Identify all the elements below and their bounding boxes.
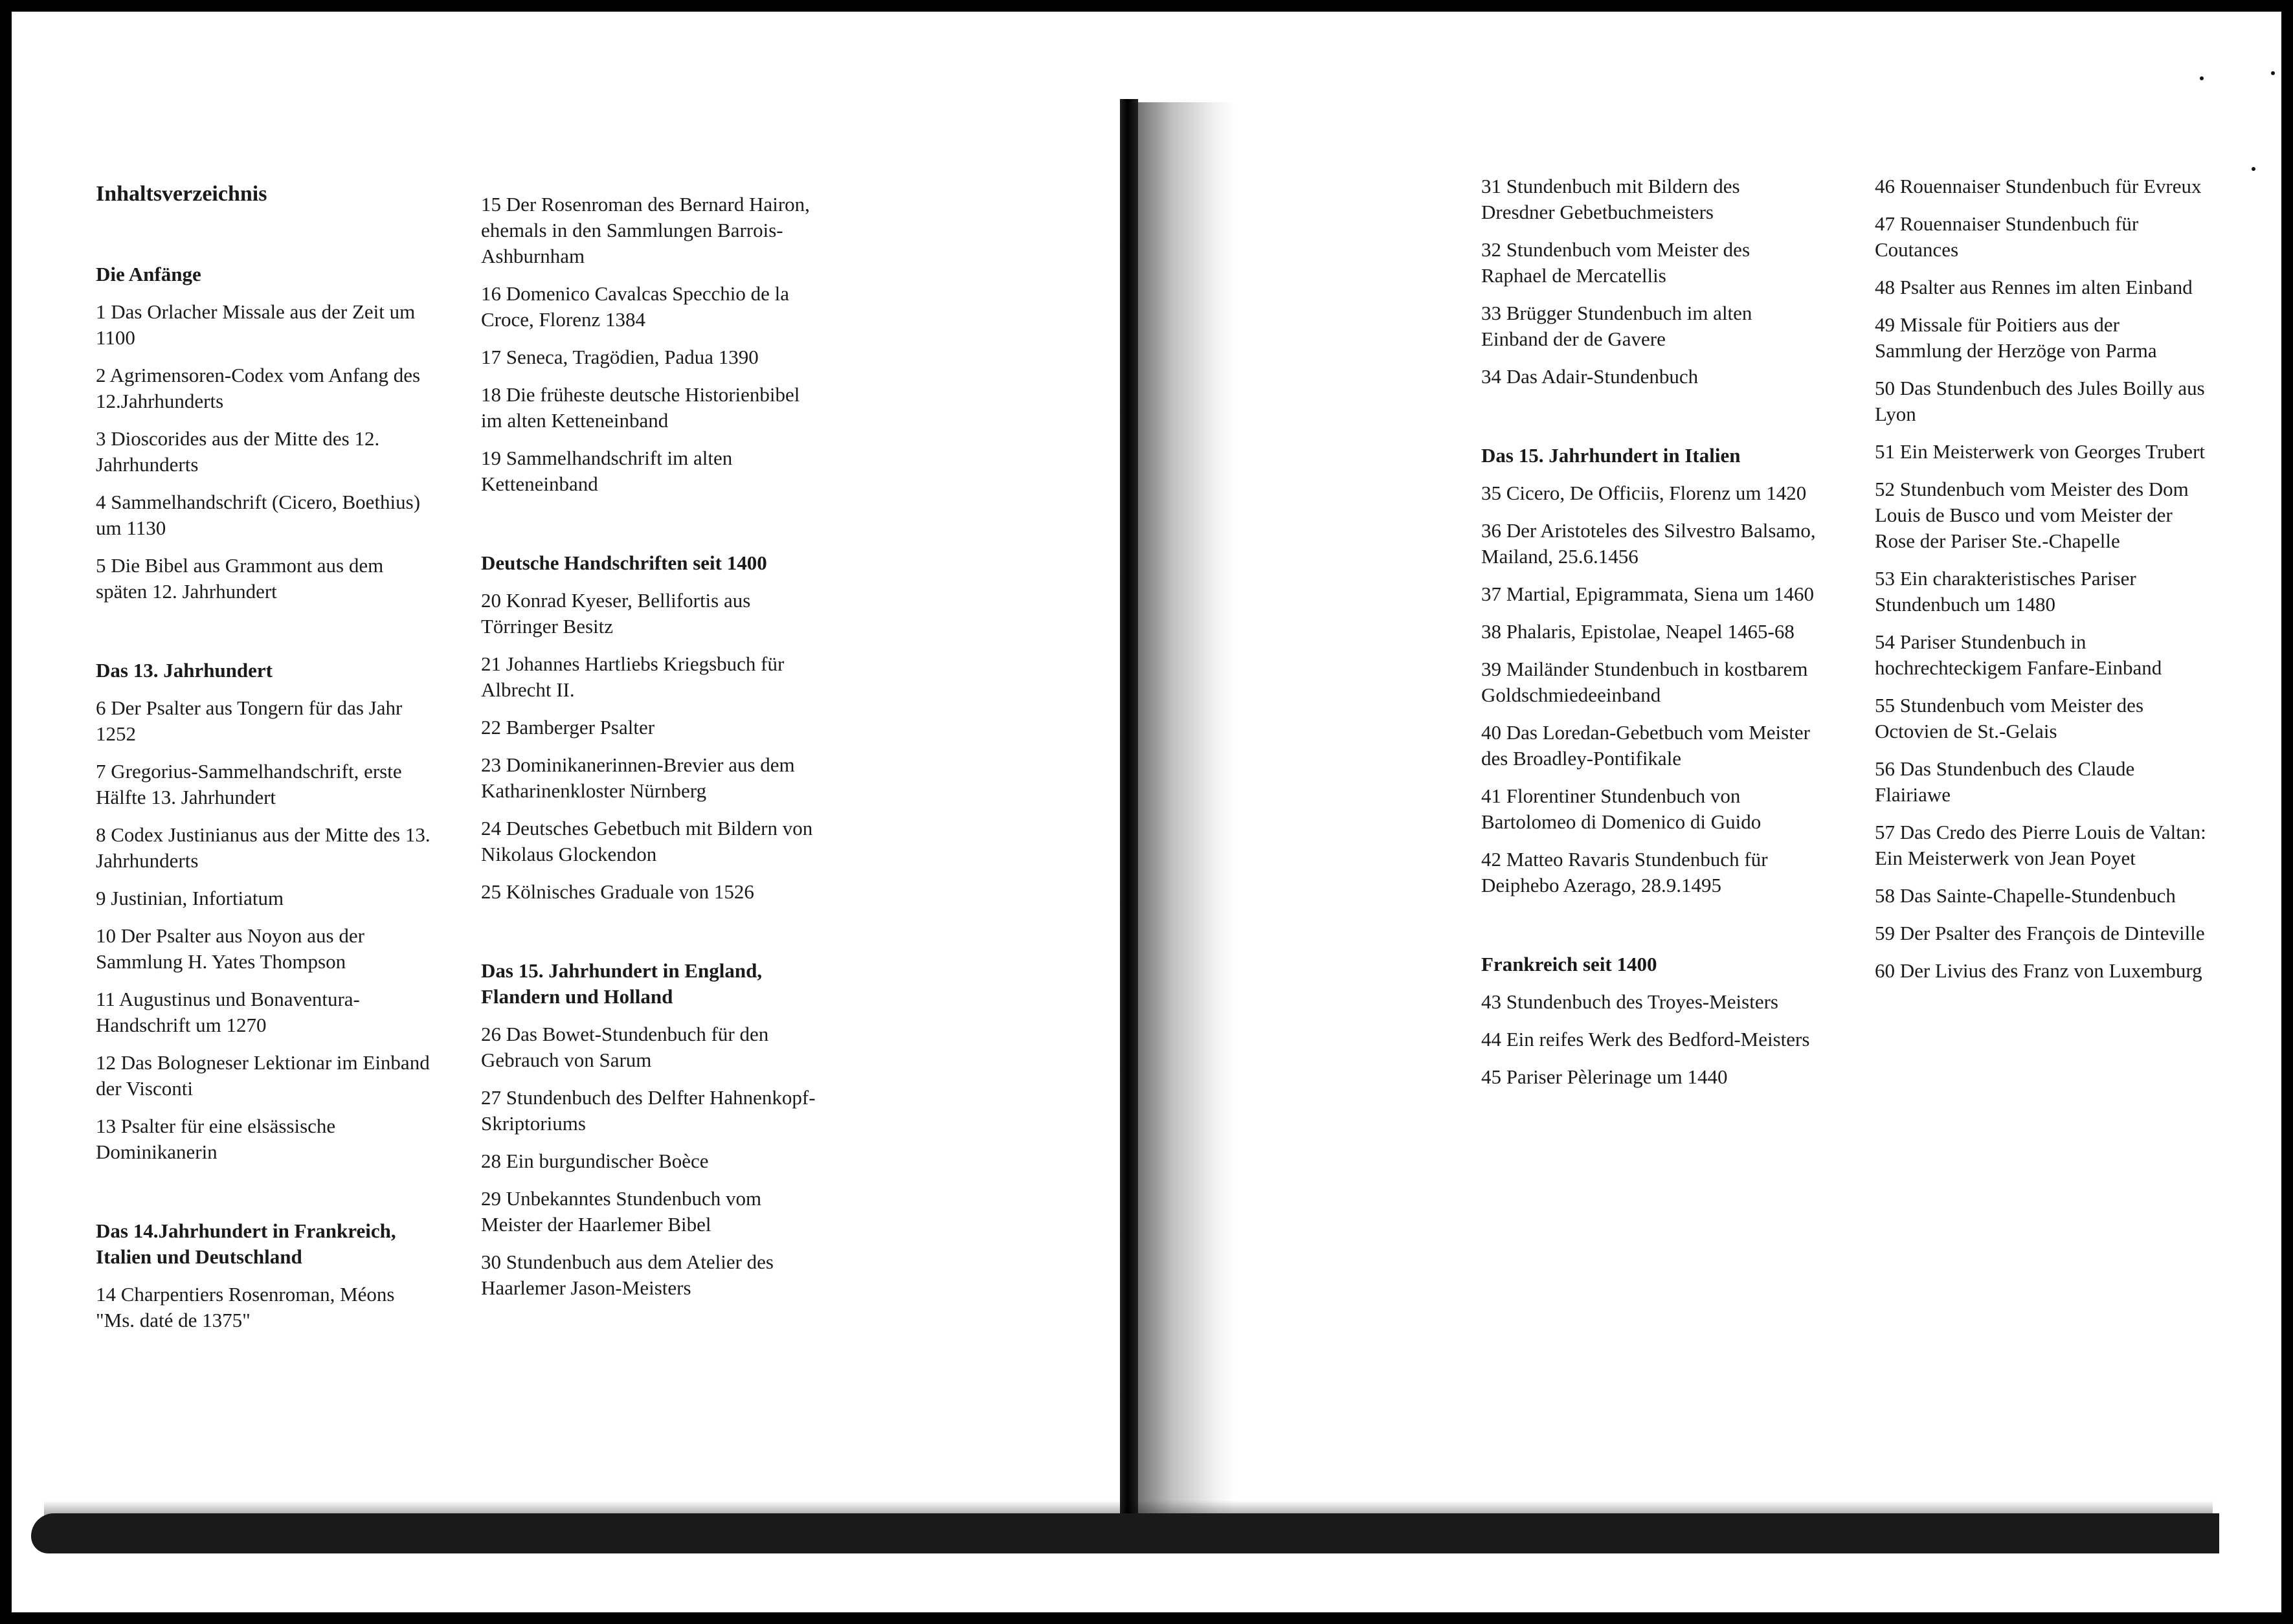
- toc-entry: 36 Der Aristoteles des Silvestro Balsamo, Mailand, 25.6.1456: [1481, 519, 1816, 568]
- toc-entry: 56 Das Stundenbuch des Claude Flairiawe: [1875, 757, 2135, 806]
- toc-entry: 33 Brügger Stundenbuch im alten Einband der de Gavere: [1481, 302, 1752, 350]
- paper-sheet: [12, 12, 2281, 1612]
- section-heading: Deutsche Handschriften seit 1400: [481, 551, 767, 574]
- toc-entry: 42 Matteo Ravaris Stundenbuch für Deiphebo Azerago, 28.9.1495: [1481, 848, 1768, 896]
- toc-title: Inhaltsverzeichnis: [96, 182, 267, 206]
- toc-entry: 39 Mailänder Stundenbuch in kostbarem Goldschmiedeeinband: [1481, 658, 1808, 706]
- scan-speck: [2271, 71, 2275, 75]
- toc-entry: 31 Stundenbuch mit Bildern des Dresdner Gebetbuchmeisters: [1481, 175, 1740, 223]
- toc-entry: 38 Phalaris, Epistolae, Neapel 1465-68: [1481, 620, 1795, 643]
- toc-entry: 60 Der Livius des Franz von Luxemburg: [1875, 959, 2202, 982]
- section-heading: Das 15. Jahrhundert in Italien: [1481, 444, 1741, 467]
- toc-entry: 21 Johannes Hartliebs Kriegsbuch für Albrecht II.: [481, 652, 785, 701]
- toc-entry: 12 Das Bologneser Lektionar im Einband der Visconti: [96, 1051, 430, 1100]
- toc-entry: 49 Missale für Poitiers aus der Sammlung der Herzöge von Parma: [1875, 313, 2157, 362]
- toc-entry: 20 Konrad Kyeser, Bellifortis aus Törringer Besitz: [481, 589, 751, 638]
- toc-entry: 52 Stundenbuch vom Meister des Dom Louis de Busco und vom Meister der Rose der Pariser Ste.-Chapelle: [1875, 478, 2189, 552]
- toc-entry: 27 Stundenbuch des Delfter Hahnenkopf-Skriptoriums: [481, 1086, 816, 1135]
- toc-entry: 26 Das Bowet-Stundenbuch für den Gebrauch von Sarum: [481, 1023, 769, 1071]
- toc-entry: 48 Psalter aus Rennes im alten Einband: [1875, 276, 2193, 298]
- toc-entry: 35 Cicero, De Officiis, Florenz um 1420: [1481, 482, 1807, 504]
- section-gap: [1481, 910, 1818, 951]
- section-heading: Das 13. Jahrhundert: [96, 659, 273, 682]
- toc-entry: 8 Codex Justinianus aus der Mitte des 13. Jahrhunderts: [96, 823, 431, 872]
- toc-entry: 17 Seneca, Tragödien, Padua 1390: [481, 346, 759, 368]
- section-gap: [96, 616, 432, 658]
- section-heading: Die Anfänge: [96, 263, 201, 285]
- toc-entry: 30 Stundenbuch aus dem Atelier des Haarlemer Jason-Meisters: [481, 1251, 774, 1299]
- toc-entry: 22 Bamberger Psalter: [481, 716, 655, 739]
- toc-entry: 5 Die Bibel aus Grammont aus dem späten 12. Jahrhundert: [96, 554, 384, 603]
- toc-entry: 59 Der Psalter des François de Dinteville: [1875, 922, 2205, 944]
- toc-entry: 24 Deutsches Gebetbuch mit Bildern von Nikolaus Glockendon: [481, 817, 813, 865]
- toc-entry: 11 Augustinus und Bonaventura-Handschrift um 1270: [96, 988, 360, 1036]
- section-heading: Das 14.Jahrhundert in Frankreich, Italien und Deutschland: [96, 1219, 396, 1268]
- toc-column-4: [1875, 173, 2211, 996]
- toc-column-2: [481, 192, 818, 1313]
- toc-entry: 40 Das Loredan-Gebetbuch vom Meister des Broadley-Pontifikale: [1481, 721, 1810, 770]
- toc-entry: 53 Ein charakteristisches Pariser Stundenbuch um 1480: [1875, 567, 2136, 616]
- scan-speck: [2200, 76, 2204, 80]
- toc-entry: 16 Domenico Cavalcas Specchio de la Croce, Florenz 1384: [481, 282, 790, 331]
- toc-entry: 14 Charpentiers Rosenroman, Méons "Ms. daté de 1375": [96, 1283, 395, 1331]
- toc-entry: 7 Gregorius-Sammelhandschrift, erste Hälfte 13. Jahrhundert: [96, 760, 402, 808]
- toc-entry: 25 Kölnisches Graduale von 1526: [481, 880, 754, 903]
- toc-entry: 51 Ein Meisterwerk von Georges Trubert: [1875, 440, 2206, 463]
- section-heading: Frankreich seit 1400: [1481, 953, 1657, 975]
- toc-entry: 23 Dominikanerinnen-Brevier aus dem Katharinenkloster Nürnberg: [481, 753, 795, 802]
- toc-entry: 10 Der Psalter aus Noyon aus der Sammlung H. Yates Thompson: [96, 924, 364, 973]
- toc-entry: 4 Sammelhandschrift (Cicero, Boethius) um 1130: [96, 491, 421, 539]
- toc-entry: 55 Stundenbuch vom Meister des Octovien de St.-Gelais: [1875, 694, 2144, 742]
- toc-entry: 1 Das Orlacher Missale aus der Zeit um 1100: [96, 300, 416, 349]
- section-gap: [1481, 401, 1818, 443]
- toc-entry: 6 Der Psalter aus Tongern für das Jahr 1252: [96, 696, 403, 745]
- toc-entry: 32 Stundenbuch vom Meister des Raphael de Mercatellis: [1481, 238, 1751, 287]
- toc-entry: 47 Rouennaiser Stundenbuch für Coutances: [1875, 212, 2139, 261]
- toc-column-1: [96, 181, 432, 1345]
- book-spine: [1120, 99, 1138, 1533]
- section-gap: [96, 1177, 432, 1218]
- toc-entry: 3 Dioscorides aus der Mitte des 12. Jahrhunderts: [96, 427, 380, 476]
- toc-entry: 46 Rouennaiser Stundenbuch für Evreux: [1875, 175, 2202, 197]
- toc-entry: 15 Der Rosenroman des Bernard Hairon, ehemals in den Sammlungen Barrois-Ashburnham: [481, 193, 810, 267]
- toc-entry: 37 Martial, Epigrammata, Siena um 1460: [1481, 583, 1814, 605]
- section-heading: Das 15. Jahrhundert in England, Flandern und Holland: [481, 959, 763, 1008]
- toc-entry: 28 Ein burgundischer Boèce: [481, 1150, 709, 1172]
- toc-column-3: [1481, 173, 1818, 1102]
- toc-entry: 50 Das Stundenbuch des Jules Boilly aus Lyon: [1875, 377, 2205, 425]
- toc-entry: 9 Justinian, Infortiatum: [96, 887, 284, 909]
- toc-entry: 19 Sammelhandschrift im alten Ketteneinband: [481, 447, 733, 495]
- toc-entry: 57 Das Credo des Pierre Louis de Valtan: Ein Meisterwerk von Jean Poyet: [1875, 821, 2206, 869]
- spine-shadow: [1138, 102, 1235, 1513]
- toc-entry: 41 Florentiner Stundenbuch von Bartolomeo di Domenico di Guido: [1481, 784, 1762, 833]
- toc-entry: 34 Das Adair-Stundenbuch: [1481, 365, 1699, 388]
- toc-entry: 18 Die früheste deutsche Historienbibel im alten Ketteneinband: [481, 383, 800, 432]
- section-gap: [481, 509, 818, 550]
- bottom-page-edge: [31, 1513, 2219, 1553]
- toc-entry: 54 Pariser Stundenbuch in hochrechteckigem Fanfare-Einband: [1875, 630, 2162, 679]
- section-gap: [481, 917, 818, 958]
- toc-entry: 58 Das Sainte-Chapelle-Stundenbuch: [1875, 884, 2176, 907]
- toc-entry: 29 Unbekanntes Stundenbuch vom Meister der Haarlemer Bibel: [481, 1187, 762, 1236]
- toc-entry: 44 Ein reifes Werk des Bedford-Meisters: [1481, 1028, 1810, 1051]
- scan-speck: [2252, 167, 2255, 171]
- toc-entry: 45 Pariser Pèlerinage um 1440: [1481, 1065, 1728, 1088]
- toc-entry: 2 Agrimensoren-Codex vom Anfang des 12.Jahrhunderts: [96, 364, 421, 412]
- toc-entry: 13 Psalter für eine elsässische Dominikanerin: [96, 1115, 336, 1163]
- toc-entry: 43 Stundenbuch des Troyes-Meisters: [1481, 990, 1778, 1013]
